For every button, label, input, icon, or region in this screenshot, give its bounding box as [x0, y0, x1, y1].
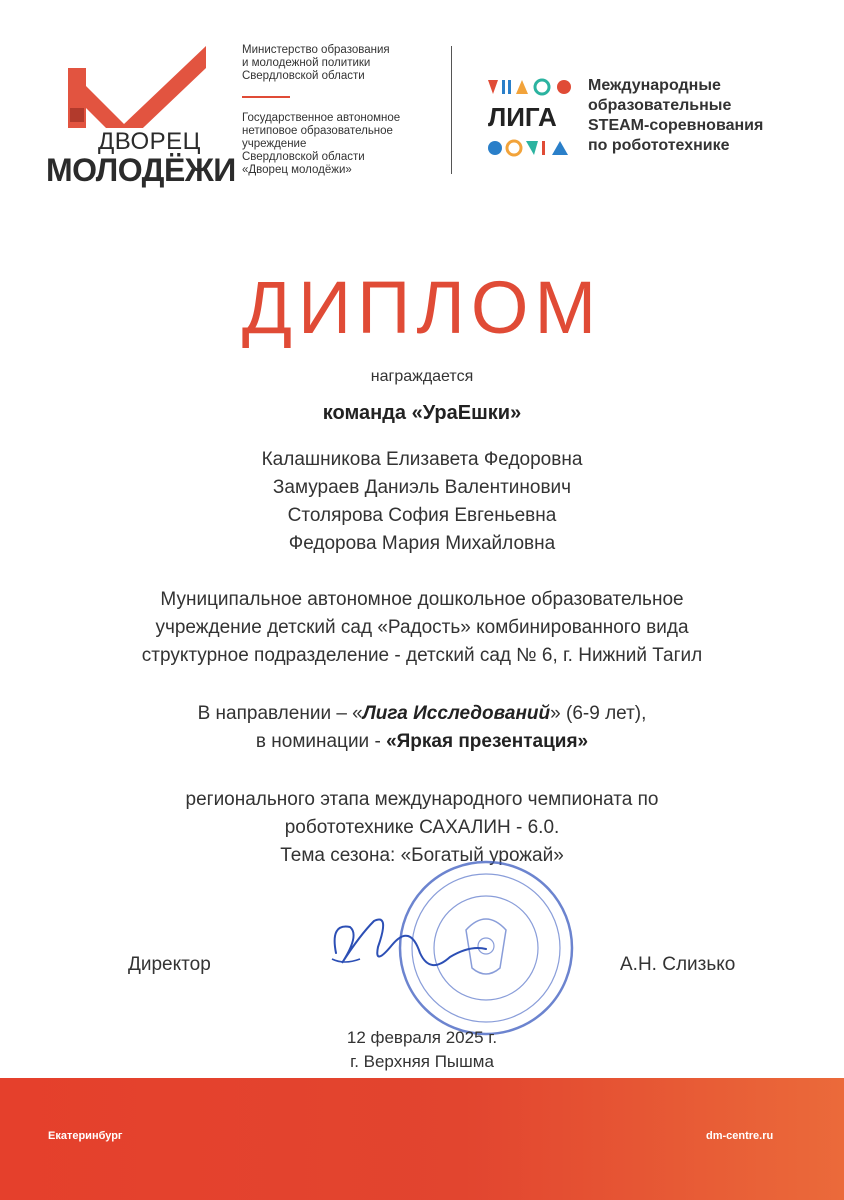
liga-logo [486, 78, 576, 158]
footer-website: dm-centre.ru [706, 1130, 774, 1142]
director-label: Директор [128, 954, 211, 975]
issue-date: 12 февраля 2025 г. [346, 1028, 498, 1047]
diploma-title: ДИПЛОМ [241, 266, 603, 349]
dvorets-logo-mark [62, 46, 212, 128]
direction-line: В направлении – «Лига Исследований» (6-9 лет), [197, 703, 647, 724]
brand-line-1: ДВОРЕЦ [98, 128, 201, 155]
member-name: Столярова София Евгеньевна [287, 505, 557, 526]
awarded-label: награждается [370, 368, 474, 385]
team-members [0, 446, 844, 558]
nomination-line: в номинации - «Яркая презентация» [255, 731, 589, 752]
footer-city: Екатеринбург [48, 1130, 123, 1142]
header-divider [451, 46, 452, 174]
red-separator [242, 96, 290, 98]
member-name: Замураев Даниэль Валентинович [272, 477, 572, 498]
director-signature [320, 905, 490, 985]
direction-nomination [0, 700, 844, 756]
issue-place: г. Верхняя Пышма [350, 1052, 494, 1071]
ministry-text: Министерство образования и молодежной политики Свердловской области [242, 44, 390, 82]
director-name: А.Н. Слизько [620, 954, 736, 975]
steam-competition-title: Международные образовательные STEAM-соревнования по робототехнике [588, 77, 764, 154]
team-name: команда «УраЕшки» [322, 402, 522, 424]
member-name: Калашникова Елизавета Федоровна [261, 449, 583, 470]
institution-text: Государственное автономное нетиповое образовательное учреждение Свердловской области «Дворец молодёжи» [242, 112, 401, 176]
liga-wordmark: ЛИГА [488, 102, 557, 132]
issue-date-place [0, 1026, 844, 1074]
member-name: Федорова Мария Михайловна [288, 533, 556, 554]
organization: Муниципальное автономное дошкольное образовательное учреждение детский сад «Радость» комбинированного вида структурное подразделение - детский сад № 6, г. Нижний Тагил [141, 589, 703, 666]
brand-line-2: МОЛОДЁЖИ [46, 152, 236, 188]
event-description: регионального этапа международного чемпионата по робототехнике САХАЛИН - 6.0. Тема сезона: «Богатый урожай» [185, 789, 659, 866]
